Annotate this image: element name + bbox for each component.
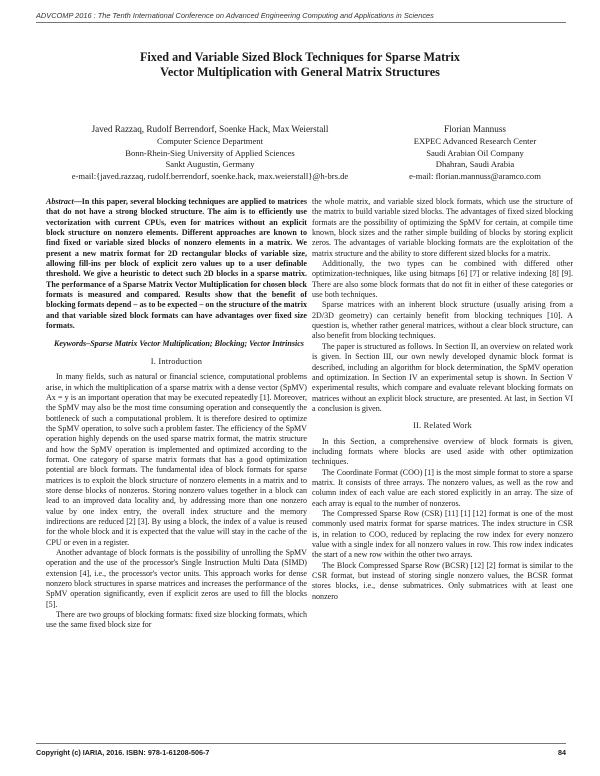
section-heading-related-work: II. Related Work: [413, 421, 472, 431]
right-column: [312, 197, 573, 602]
author-names-left: Javed Razzaq, Rudolf Berrendorf, Soenke Hack, Max Weierstall: [91, 124, 329, 134]
author-city-left: Sankt Augustin, Germany: [165, 159, 255, 170]
author-center: EXPEC Advanced Research Center: [413, 135, 537, 146]
page-number: 84: [558, 748, 566, 757]
related-paragraph-3: The Compressed Sparse Row (CSR) [11] [1] [12] format is one of the most commonly used matrix format for sparse matrices. The index structure in CSR is, in relation to COO, reduced by replacing the row index for every nonzero value with a single index for all nonzero values in row. This row index indicates the start of a new row within the other two arrays.: [312, 508, 573, 560]
header-rule: [36, 22, 566, 23]
related-paragraph-1: In this Section, a comprehensive overview of block formats is given, including formats where blocks are used aside with other optimization techniques.: [312, 436, 573, 467]
footer-copyright: Copyright (c) IARIA, 2016. ISBN: 978-1-61208-506-7: [36, 748, 210, 757]
intro-paragraph-2: Another advantage of block formats is the possibility of unrolling the SpMV operation and the use of the processor's Single Instruction Multi Data (SIMD) extension [4], i.e., the processor's vector units. This approach works for dense nonzero block structures in sparse matrices and increases the performance of the SpMV operation significantly, even if explicit zeros are used to fill the blocks [5].: [46, 548, 307, 609]
keywords: Keywords–Sparse Matrix Vector Multiplication; Blocking; Vector Intrinsics: [54, 339, 304, 349]
title-line-1: Fixed and Variable Sized Block Techniques for Sparse Matrix: [139, 50, 461, 64]
related-paragraph-4: The Block Compressed Sparse Row (BCSR) [12] [2] format is similar to the CSR format, but instead of storing single nonzero values, the BCSR format stores blocks, i.e., dense submatrices. Only submatrices with at least one nonzero: [312, 560, 573, 601]
section-heading-introduction: I. Introduction: [150, 356, 203, 366]
author-university: Bonn-Rhein-Sieg University of Applied Sciences: [125, 147, 295, 158]
title-line-2: Vector Multiplication with General Matrix Structures: [160, 65, 440, 79]
abstract-text: —In this paper, several blocking techniques are applied to matrices that do not have a strong blocked structure. The aim is to efficiently use vectorization with current CPUs, even for matrices without an explicit block structure on nonzero elements. Different approaches are known to find fixed or variable sized blocks of nonzero elements in a matrix. We present a new matrix format for 2D rectangular blocks of variable size, allowing fill-ins per block of explicit zero values up to a user definable threshold. We give a heuristic to detect such 2D blocks in a sparse matrix. The performance of a Sparse Matrix Vector Multiplication for chosen block formats is measured and compared. Results show that the benefit of blocking formats depend – as to be expected – on the structure of the matrix and that variable sized block formats can have advantages over fixed size formats.: [46, 197, 307, 331]
author-block-right: [380, 124, 570, 183]
intro-paragraph-1: In many fields, such as natural or financial science, computational problems arise, in which the multiplication of a sparse matrix with a dense vector (SpMV) Ax = y is an important operation that may be executed repeatedly [1]. Moreover, the SpMV may also be the most time consuming operation and consequently the bottleneck of such a computational problem. It is therefore desired to optimize the SpMV operation, to solve such a problem faster. The efficiency of the SpMV operation highly depends on the used sparse matrix format, the matrix structure and how the SpMV operation is implemented and optimized according to the format. One category of sparse matrix formats that has a good optimization potential are block formats. The fundamental idea of block formats for sparse matrices is to exploit the block structure of nonzero elements in a matrix and to store dense blocks of nonzeros. Storing nonzero values together in a block can lead to an improved data locality and, by addressing more than one nonzero value by one index entry, the overall index structure and the memory indirections are reduced [2] [3]. By using a block, the index of a value is reused for the whole block and it is expected that the value will stay in the cache of the CPU or even in a register.: [46, 372, 307, 547]
page-footer: [36, 748, 566, 758]
intro-paragraph-6: Sparse matrices with an inherent block structure (usually arising from a 2D/3D geometry) can certainly benefit from blocking techniques [10]. A question is, whether rather general matrices, without a clear block structure, can also benefit from blocking techniques.: [312, 300, 573, 341]
paper-title: [50, 50, 550, 80]
intro-paragraph-5: Additionally, the two types can be combined with differed other optimization-techniques, like using bitmaps [6] [7] or relative indexing [8] [9]. There are also some block formats that do not fit in either of these categories or use both techniques.: [312, 259, 573, 300]
author-dept: Computer Science Department: [157, 135, 263, 146]
author-company: Saudi Arabian Oil Company: [426, 147, 524, 158]
intro-paragraph-4: the whole matrix, and variable sized block formats, which use the structure of the matrix to build variable sized blocks. The advantages of fixed sized blocking formats are the possibility of optimizing the SpMV for certain, at compile time known, block sizes and the rather simple building of blocks by storing explicit zeros. The advantages of variable blocking formats are the exploitation of the matrix structure and the ability to store different sized blocks for a matrix.: [312, 197, 573, 258]
footer-rule: [36, 743, 566, 744]
author-email-right: e-mail: florian.mannuss@aramco.com: [409, 171, 541, 182]
intro-paragraph-7: The paper is structured as follows. In Section II, an overview on related work is given. In Section III, our own newly developed dynamic block format is described, including an algorithm for block determination, the SpMV operation and optimization. In Section IV an experimental setup is shown. In Section V experimental results, which compare and evaluate relevant blocking formats on matrices without an explicit block structure, are presented. At last, in Section VI a conclusion is given.: [312, 341, 573, 413]
author-block-left: [50, 124, 370, 183]
intro-paragraph-3: There are two groups of blocking formats: fixed size blocking formats, which use the same fixed block size for: [46, 610, 307, 630]
abstract: [46, 197, 307, 331]
author-city-right: Dhahran, Saudi Arabia: [435, 159, 515, 170]
author-names-right: Florian Mannuss: [443, 124, 506, 134]
left-column: [46, 197, 307, 631]
author-email-left: e-mail:{javed.razzaq, rudolf.berrendorf, soenke.hack, max.weierstall}@h-brs.de: [71, 171, 349, 182]
abstract-label: Abstract: [46, 197, 74, 206]
related-paragraph-2: The Coordinate Format (COO) [1] is the most simple format to store a sparse matrix. It consists of three arrays. The nonzero values, as well as the row and column index of each value are each stored explicitly in an array. The size of each array is equal to the number of nonzeros.: [312, 467, 573, 508]
running-header: ADVCOMP 2016 : The Tenth International Conference on Advanced Engineering Computing and Applications in Sciences: [36, 11, 434, 20]
